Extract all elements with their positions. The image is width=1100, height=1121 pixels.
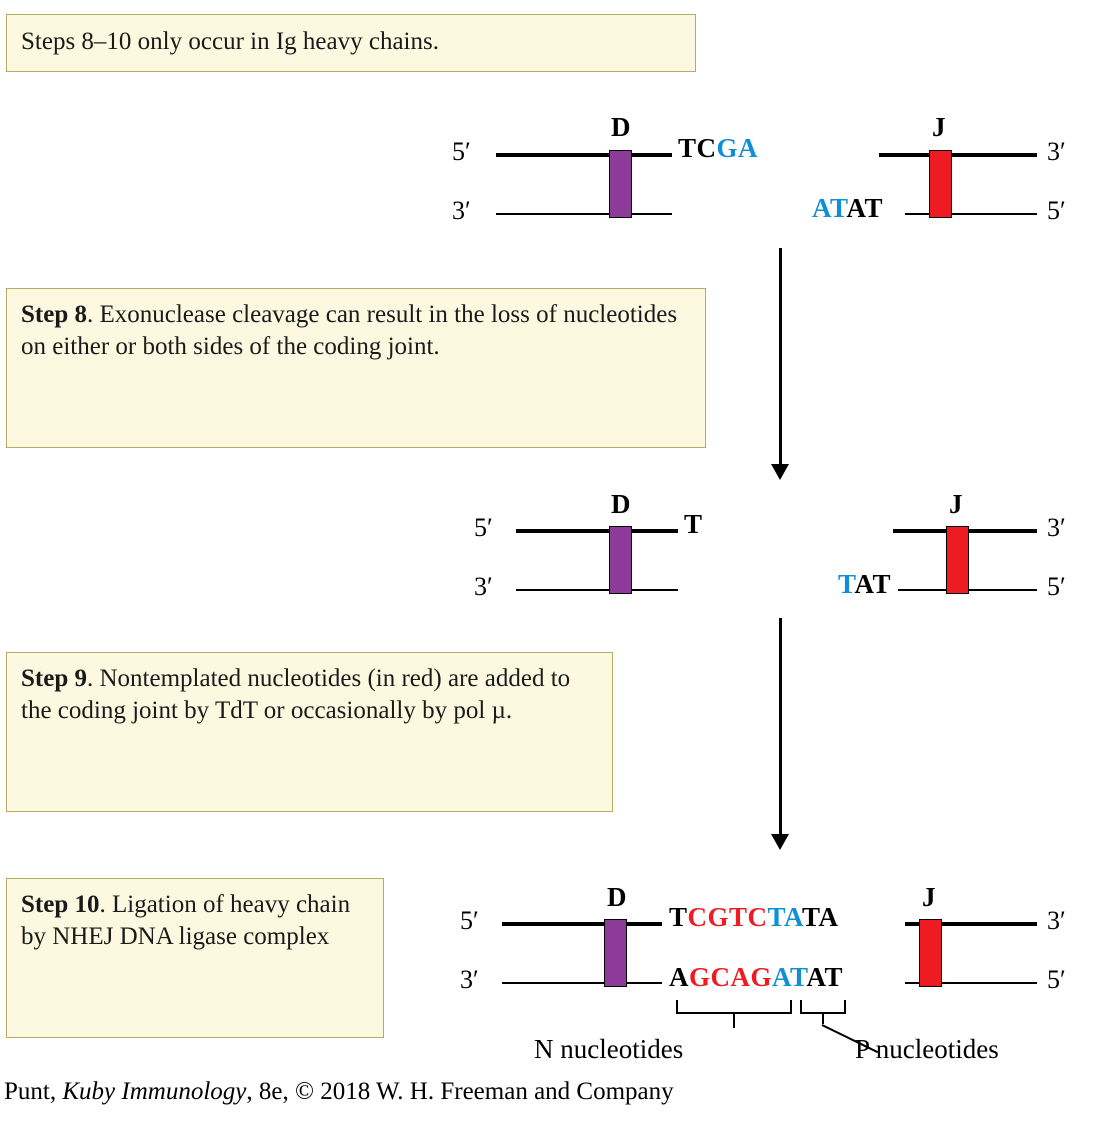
p-nucleotides-label: P nucleotides	[855, 1034, 999, 1064]
arrow-step9-head	[771, 834, 789, 850]
credit-book-title: Kuby Immunology	[62, 1078, 247, 1105]
panel1-j-segment-block	[929, 150, 952, 218]
panel2-j-bottom-sequence	[838, 569, 891, 600]
panel2-d-top-sequence	[684, 509, 703, 540]
seq-part: TC	[678, 133, 717, 163]
panel1-j-segment-label: J	[932, 112, 946, 142]
seq-part: AT	[772, 962, 807, 992]
arrow-step9-line	[779, 618, 782, 836]
seq-part: TA	[802, 902, 839, 932]
step10-text: . Ligation of heavy chain by NHEJ DNA ligase complex	[21, 891, 351, 950]
step9-text: . Nontemplated nucleotides (in red) are added to the coding joint by TdT or occasionally by pol µ.	[21, 665, 571, 724]
seq-part: AT	[846, 193, 884, 223]
seq-part: GCAG	[689, 962, 772, 992]
panel1-j-three-prime: 3′	[1047, 137, 1066, 166]
seq-part: AT	[806, 962, 844, 992]
step10-number: Step 10	[21, 891, 100, 918]
panel1-j-five-prime: 5′	[1047, 196, 1066, 225]
seq-part: AT	[812, 193, 847, 223]
seq-part: T	[684, 509, 703, 539]
panel3-d-segment-label: D	[607, 882, 627, 912]
panel2-d-three-prime: 3′	[474, 572, 493, 601]
n-nucleotides-bracket-stem	[733, 1014, 735, 1028]
figure-credit	[4, 1078, 674, 1106]
step9-box	[6, 652, 613, 812]
panel2-d-top-strand	[516, 529, 678, 533]
panel3-d-segment-block	[604, 919, 627, 987]
step8-box	[6, 288, 706, 448]
panel3-joined-bottom-sequence	[669, 962, 843, 993]
panel1-j-top-strand	[879, 153, 1037, 157]
panel1-j-bottom-sequence	[812, 193, 883, 224]
panel3-bottom-strand-left	[502, 982, 662, 984]
n-nucleotides-label: N nucleotides	[534, 1034, 684, 1064]
panel1-d-segment-label: D	[611, 112, 631, 142]
seq-part: AT	[854, 569, 892, 599]
panel1-j-bottom-strand	[905, 213, 1037, 215]
panel2-d-segment-block	[609, 526, 632, 594]
seq-part: GA	[716, 133, 759, 163]
step9-number: Step 9	[21, 665, 87, 692]
panel3-j-five-prime: 5′	[1047, 965, 1066, 994]
step8-number: Step 8	[21, 301, 87, 328]
panel3-j-segment-block	[919, 919, 942, 987]
panel2-j-five-prime: 5′	[1047, 572, 1066, 601]
step8-text: . Exonuclease cleavage can result in the loss of nucleotides on either or both sides of the coding joint.	[21, 301, 678, 360]
seq-part: TA	[767, 902, 803, 932]
panel1-d-bottom-strand	[496, 213, 672, 215]
arrow-step8-head	[771, 464, 789, 480]
n-nucleotides-bracket	[676, 1000, 792, 1014]
panel3-five-prime-top: 5′	[460, 906, 479, 935]
credit-suffix: , 8e, © 2018 W. H. Freeman and Company	[246, 1078, 674, 1105]
panel1-d-three-prime: 3′	[452, 196, 471, 225]
panel1-d-top-strand	[496, 153, 672, 157]
seq-part: T	[838, 569, 855, 599]
panel2-d-bottom-strand	[516, 589, 678, 591]
seq-part: A	[669, 962, 689, 992]
panel3-joined-top-sequence	[669, 902, 839, 933]
panel1-d-segment-block	[609, 150, 632, 218]
panel3-j-segment-label: J	[922, 882, 936, 912]
panel2-j-three-prime: 3′	[1047, 513, 1066, 542]
panel2-j-segment-label: J	[949, 489, 963, 519]
credit-prefix: Punt,	[4, 1078, 63, 1105]
panel3-top-strand-left	[502, 922, 662, 926]
p-nucleotides-bracket-stem	[822, 1014, 824, 1024]
arrow-step8-line	[779, 248, 782, 466]
seq-part: CGTC	[687, 902, 768, 932]
p-nucleotides-bracket	[800, 1000, 846, 1014]
seq-part: T	[669, 902, 688, 932]
panel3-three-prime-bottom: 3′	[460, 965, 479, 994]
panel3-j-three-prime: 3′	[1047, 906, 1066, 935]
panel2-j-segment-block	[946, 526, 969, 594]
intro-note-box	[6, 14, 696, 72]
panel2-d-five-prime: 5′	[474, 513, 493, 542]
step10-box	[6, 878, 384, 1038]
panel2-d-segment-label: D	[611, 489, 631, 519]
panel1-d-top-sequence	[678, 133, 758, 164]
intro-note-text: Steps 8–10 only occur in Ig heavy chains.	[21, 28, 439, 55]
panel1-d-five-prime: 5′	[452, 137, 471, 166]
